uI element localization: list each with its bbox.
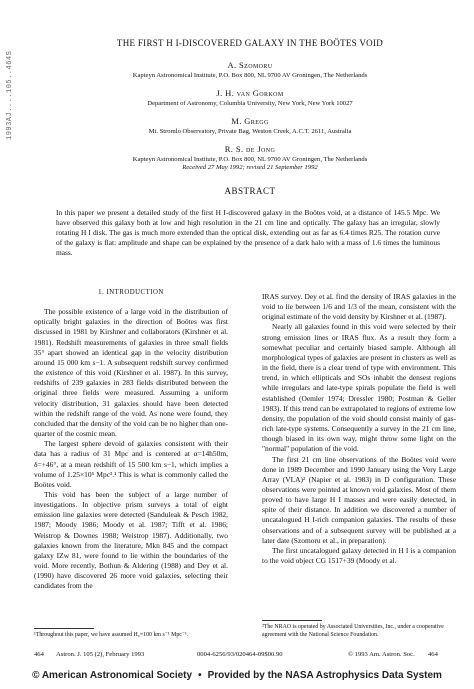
right-column bbox=[262, 292, 456, 566]
author-block-1 bbox=[40, 60, 460, 79]
footnote-rule bbox=[34, 628, 94, 629]
body-paragraph: The first uncatalogued galaxy detected in H I is a companion to the void object CG 1517+39 (Moody et al. bbox=[262, 545, 456, 566]
author-affiliation: Mt. Stromlo Observatory, Private Bag, Weston Creek, A.C.T. 2611, Australia bbox=[148, 128, 352, 135]
body-paragraph: Nearly all galaxies found in this void were selected by their strong emission lines or IRAS flux. As a result they form a somewhat peculiar and certainly biased sample. Although all morphological types of galaxies are present in clusters as well as in the field, there is a clear trend of type with environment. This trend, in which ellipticals and SOs inhabit the densest regions while irregulars and late-type spirals populate the field is well established (Oemler 1974; Dressler 1980; Postman & Geller 1983). If this trend can be extrapolated to regions of extreme low density, the population of the void should consist mainly of gas-rich late-type systems. Consequently a survey in the 21 cm line, though biased in its own way, might throw some light on the "normal" population of the void. bbox=[262, 322, 456, 454]
section-heading: 1. INTRODUCTION bbox=[98, 289, 164, 296]
copyright-notice: © 1993 Am. Astron. Soc. bbox=[348, 651, 415, 658]
author-affiliation: Kapteyn Astronomical Institute, P.O. Box 800, NL 9700 AV Groningen, The Netherlands bbox=[132, 156, 368, 163]
aas-credit: © American Astronomical Society bbox=[32, 670, 193, 681]
received-dates: Received 27 May 1992; revised 21 September 1992 bbox=[182, 164, 318, 171]
author-affiliation: Kapteyn Astronomical Institute, P.O. Box 800, NL 9700 AV Groningen, The Netherlands bbox=[132, 72, 368, 79]
article-code: 0004-6256/93/020464-09$00.90 bbox=[197, 651, 283, 658]
ads-footer-bar bbox=[0, 670, 474, 681]
body-paragraph: IRAS survey. Dey et al. find the density of IRAS galaxies in the void to lie between 1/6 and 1/3 of the mean, consistent with the original estimate of the void density by Kirshner et al. (1987). bbox=[262, 292, 456, 322]
author-block-2 bbox=[40, 88, 460, 107]
author-affiliation: Department of Astronomy, Columbia University, New York, New York 10027 bbox=[147, 100, 353, 107]
author-name: J. H. van Gorkom bbox=[216, 88, 284, 98]
abstract-text: In this paper we present a detailed study of the first H I-discovered galaxy in the Boötes void, at a distance of 145.5 Mpc. We have observed this galaxy both at low and high resolution in the 21 cm line and optically. The galaxy has an irregular, slowly rotating H I disk. The gas is much more extended than the optical disk, extending out as far as 6.4 times R25. The rotation curve of the galaxy is flat: amplitude and shape can be explained by the presence of a dark halo with a mass of 1.6 times the luminous mass. bbox=[56, 208, 440, 258]
body-paragraph: The first 21 cm line observations of the Boötes void were done in 1989 December and 1990 January using the Very Large Array (VLA)² (Napier et al. 1983) in D configuration. These observations were pointed at known void galaxies. Most of them proved to have large H I masses and were easily detected, in spite of their distance. In addition we discovered a number of uncatalogued H I-rich companion galaxies. The results of these observations and of a subsequent survey will be published at a later date (Szomoru et al., in preparation). bbox=[262, 454, 456, 545]
author-block-3 bbox=[40, 116, 460, 135]
left-column bbox=[34, 286, 228, 592]
author-name: M. Gregg bbox=[231, 116, 269, 126]
ads-bibcode-stamp: 1993AJ....105..464S bbox=[6, 50, 14, 140]
body-paragraph: This void has been the subject of a large number of investigations. In objective prism surveys a total of eight emission line galaxies were detected (Sanduleak & Pesch 1982, 1987; Moody 1986; Moody et al. 1987; Tifft et al. 1986; Weistrop & Downes 1988; Weistrop 1987). Additionally, two galaxies known from the literature, Mkn 845 and the compact galaxy IZw 81, were found to lie within the boundaries of the void. More recently, Bothun & Aldering (1988) and Dey et al. (1990) have discovered 26 more void galaxies, selecting their candidates from the bbox=[34, 489, 228, 591]
author-block-4 bbox=[40, 144, 460, 171]
body-paragraph: The possible existence of a large void in the distribution of optically bright galaxies in the direction of Boötes was first discussed in 1981 by Kirshner and collaborators (Kirshner et al. 1981). Redshift measurements of galaxies in three small fields 35° apart showed an identical gap in the velocity distribution around 15 000 km s−1. A subsequent redshift survey confirmed the existence of this void (Kirshner et al. 1987). In this survey, redshifts of 239 galaxies in 283 fields distributed between the original three fields were measured. Assuming a uniform velocity distribution, 31 galaxies should have been detected within the redshift range of the void. As none were found, they concluded that the density of the void can be no higher than one-quarter of the cosmic mean. bbox=[34, 307, 228, 439]
author-name: R. S. de Jong bbox=[224, 144, 276, 154]
abstract-heading: ABSTRACT bbox=[224, 186, 276, 196]
page-number-right: 464 bbox=[428, 651, 438, 658]
footnote-right: ²The NRAO is operated by Associated Universities, Inc., under a cooperative agreement with the National Science Foundation. bbox=[262, 624, 444, 638]
separator-bullet: • bbox=[198, 670, 202, 681]
footnote-rule bbox=[262, 620, 322, 621]
ads-credit: Provided by the NASA Astrophysics Data System bbox=[207, 670, 442, 681]
page-number-left: 464 bbox=[34, 651, 44, 658]
footnote-left: ¹Throughout this paper, we have assumed H₀=100 km s⁻¹ Mpc⁻¹. bbox=[34, 632, 189, 638]
body-paragraph: The largest sphere devoid of galaxies consistent with their data has a radius of 31 Mpc and is centered at α=14h50m, δ=+46°, at a mean redshift of 15 500 km s−1, which implies a volume of 1.25×10⁵ Mpc³.¹ This is what is commonly called the Boötes void. bbox=[34, 439, 228, 489]
journal-citation: Astron. J. 105 (2), February 1993 bbox=[56, 651, 145, 658]
paper-title: THE FIRST H I-DISCOVERED GALAXY IN THE BOÖTES VOID bbox=[116, 38, 384, 48]
author-name: A. Szomoru bbox=[227, 60, 273, 70]
